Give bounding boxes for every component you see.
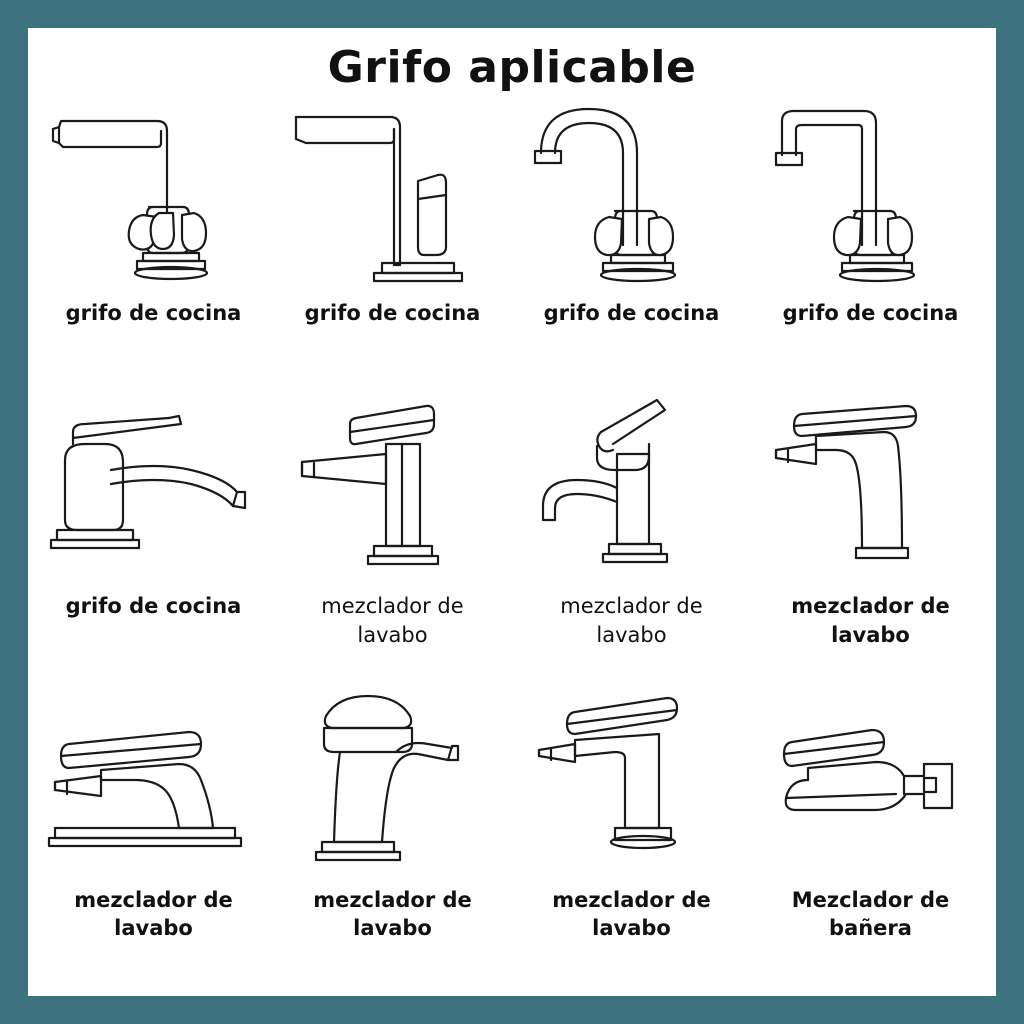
kitchen-faucet-swivel-spout-lever-icon — [39, 388, 269, 588]
kitchen-faucet-gooseneck-dual-handle-icon — [517, 95, 747, 295]
faucet-caption: mezclador de lavabo — [74, 887, 233, 940]
bathtub-mixer-wall-spout-icon — [756, 682, 986, 882]
faucet-item[interactable] — [273, 682, 512, 975]
faucet-caption: mezclador de lavabo — [313, 887, 472, 940]
faucet-item[interactable] — [512, 682, 751, 975]
faucet-item[interactable] — [751, 95, 990, 388]
basin-mixer-round-body-angled-lever-icon — [517, 388, 747, 588]
faucet-grid — [28, 95, 996, 975]
faucet-item[interactable] — [273, 95, 512, 388]
basin-mixer-flat-spout-lever-icon — [517, 682, 747, 882]
page-title: Grifo aplicable — [327, 42, 697, 93]
faucet-caption: mezclador de lavabo — [552, 887, 711, 940]
faucet-item[interactable] — [512, 95, 751, 388]
faucet-caption: grifo de cocina — [304, 301, 481, 325]
faucet-item[interactable] — [34, 95, 273, 388]
faucet-caption: grifo de cocina — [782, 301, 959, 325]
kitchen-faucet-square-spout-side-handle-icon — [278, 95, 508, 295]
faucet-caption: grifo de cocina — [65, 594, 242, 619]
basin-mixer-tall-curved-lever-icon — [756, 388, 986, 588]
faucet-item[interactable] — [751, 682, 990, 975]
faucet-item[interactable] — [512, 388, 751, 681]
faucet-caption: grifo de cocina — [543, 301, 720, 325]
basin-mixer-low-wide-lever-icon — [39, 682, 269, 882]
faucet-item[interactable] — [34, 682, 273, 975]
kitchen-faucet-l-shape-triple-handle-icon — [39, 95, 269, 295]
faucet-item[interactable] — [751, 388, 990, 681]
faucet-caption: mezclador de lavabo — [791, 594, 950, 647]
faucet-item[interactable] — [34, 388, 273, 681]
faucet-caption: grifo de cocina — [65, 301, 242, 325]
faucet-item[interactable] — [273, 388, 512, 681]
basin-mixer-square-body-lever-icon — [278, 388, 508, 588]
faucet-caption: mezclador de lavabo — [321, 594, 464, 647]
faucet-caption: mezclador de lavabo — [560, 594, 703, 647]
faucet-caption: Mezclador de bañera — [791, 887, 950, 940]
basin-mixer-classic-arch-lever-icon — [278, 682, 508, 882]
kitchen-faucet-square-arch-dual-handle-icon — [756, 95, 986, 295]
poster-card — [28, 28, 996, 996]
